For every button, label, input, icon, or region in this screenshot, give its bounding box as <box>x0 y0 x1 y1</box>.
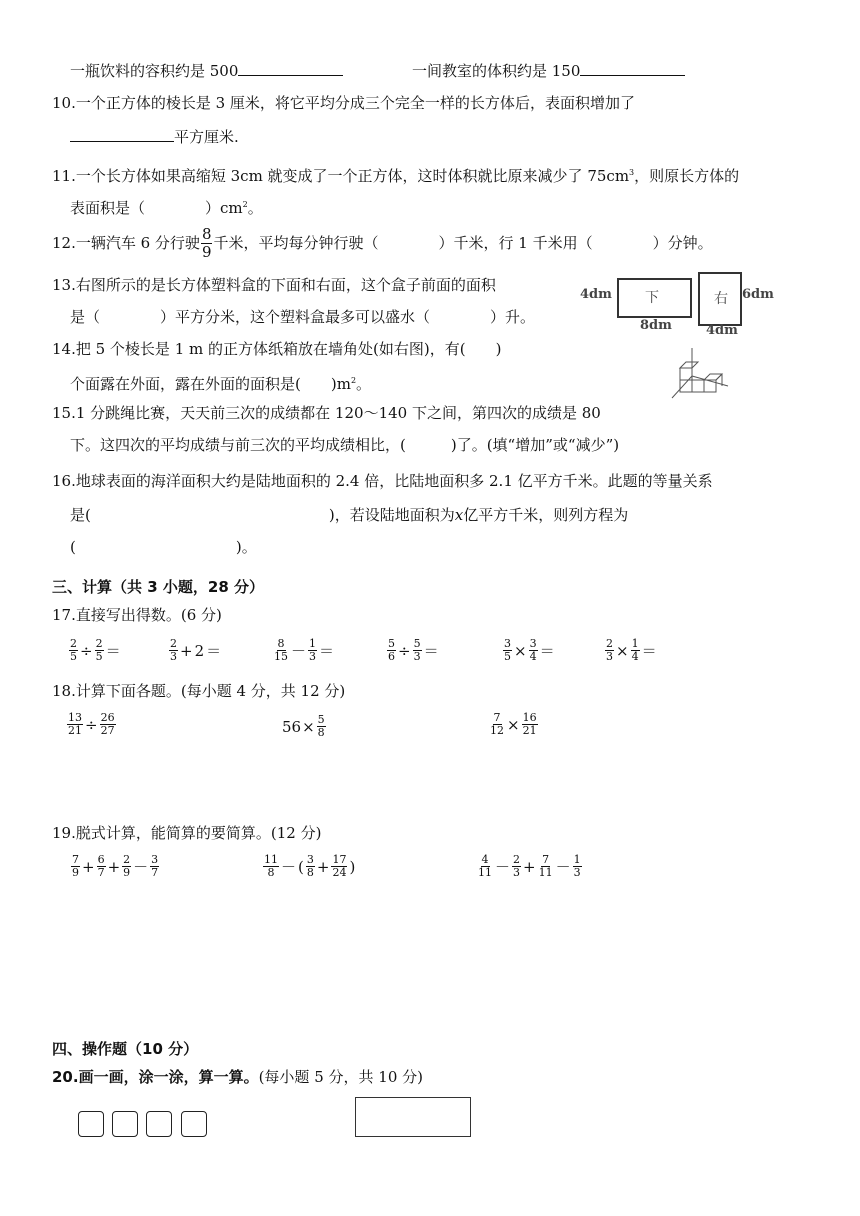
section-title: 三、计算（共 3 小题，28 分） <box>52 578 264 596</box>
q14-line2 <box>70 370 371 395</box>
fraction: $\frac{2}{3}$ <box>606 637 613 663</box>
fraction: $\frac{2}{3}$ <box>513 853 521 879</box>
q11-line2 <box>70 194 263 219</box>
fraction: $\frac{2}{3}$ <box>170 637 177 663</box>
fraction: $\frac{2}{5}$ <box>95 637 103 663</box>
q9-line-b <box>412 60 685 82</box>
expr-17b: $\frac{2}{3}$ + 2 ＝ <box>170 637 222 663</box>
fraction: $\frac{7}{11}$ <box>538 853 553 879</box>
q9-text-b: 一间教室的体积约是 150 <box>412 62 581 80</box>
q11-sup2: 2 <box>242 200 248 209</box>
q13-line2: 是（ ）平方分米，这个塑料盒最多可以盛水（ ）升。 <box>70 308 536 326</box>
answer-blank[interactable] <box>238 75 343 76</box>
q11-text: 11.一个长方体如果高缩短 3cm 就变成了一个正方体，这时体积就比原来减少了 75cm <box>52 167 630 185</box>
fraction: $\frac{8}{9}$ <box>201 224 212 261</box>
q10-line2 <box>70 126 239 148</box>
fraction: $\frac{3}{5}$ <box>504 637 511 663</box>
expr-17a: $\frac{2}{5}$ ÷ $\frac{2}{5}$ ＝ <box>70 637 121 663</box>
q16-text: ( <box>70 538 76 556</box>
fraction: $\frac{17}{24}$ <box>332 853 347 879</box>
fraction: $\frac{5}{8}$ <box>317 713 325 739</box>
q20-title-rest: (每小题 5 分，共 10 分) <box>258 1068 423 1086</box>
fraction: $\frac{1}{4}$ <box>631 637 639 663</box>
q14-text2b: 。 <box>356 375 372 393</box>
expr-18a: $\frac{13}{21}$ ÷ $\frac{26}{27}$ <box>68 711 115 737</box>
q11-sup: 3 <box>629 168 635 177</box>
q10-text: 平方厘米. <box>174 128 239 146</box>
variable: x <box>454 506 464 524</box>
q19-title: 19.脱式计算，能简算的要简算。(12 分) <box>52 824 322 842</box>
drawing-rectangle[interactable] <box>355 1097 471 1137</box>
corner-cubes-figure <box>668 346 730 404</box>
dim-label: 4dm <box>706 323 738 338</box>
q10-line1: 10.一个正方体的棱长是 3 厘米，将它平均分成三个完全一样的长方体后，表面积增加了 <box>52 94 635 112</box>
q20-title <box>52 1066 423 1088</box>
fraction: $\frac{16}{21}$ <box>522 711 537 737</box>
expr-18b: 56 × $\frac{5}{8}$ <box>282 713 325 739</box>
q16-text: 是( <box>70 506 91 524</box>
expr-19a: $\frac{7}{9}$ + $\frac{6}{7}$ + $\frac{2}{9}$ － $\frac{3}{7}$ <box>72 853 159 879</box>
fraction: $\frac{5}{3}$ <box>413 637 421 663</box>
expr-17d: $\frac{5}{6}$ ÷ $\frac{5}{3}$ ＝ <box>388 637 439 663</box>
dim-label: 8dm <box>640 318 672 333</box>
q12-text: 12.一辆汽车 6 分行驶 <box>52 234 200 252</box>
answer-blank[interactable] <box>70 141 174 142</box>
q16-text: )，若设陆地面积为 <box>328 506 455 524</box>
expr-19c: $\frac{4}{11}$ － $\frac{2}{3}$ + $\frac{7}{11}$ － $\frac{1}{3}$ <box>478 853 581 879</box>
dim-label: 4dm <box>580 287 612 302</box>
drawing-square[interactable] <box>78 1111 104 1137</box>
fraction: $\frac{3}{8}$ <box>306 853 314 879</box>
q11-text-b: ，则原长方体的 <box>634 167 740 185</box>
q13-line1: 13.右图所示的是长方体塑料盒的下面和右面，这个盒子前面的面积 <box>52 276 496 294</box>
q16-text: 亿平方千米，则列方程为 <box>463 506 629 524</box>
drawing-square[interactable] <box>112 1111 138 1137</box>
q11-text2b: 。 <box>247 199 263 217</box>
fraction: $\frac{5}{6}$ <box>388 637 395 663</box>
q9-line <box>70 60 343 82</box>
fraction: $\frac{1}{3}$ <box>573 853 581 879</box>
answer-blank[interactable] <box>580 75 685 76</box>
q16-line1: 16.地球表面的海洋面积大约是陆地面积的 2.4 倍，比陆地面积多 2.1 亿平方千米。此题的等量关系 <box>52 472 713 490</box>
q9-text-a: 一瓶饮料的容积约是 500 <box>70 62 239 80</box>
expr-17c: $\frac{8}{15}$ － $\frac{1}{3}$ ＝ <box>274 637 335 663</box>
fraction: $\frac{4}{11}$ <box>478 853 492 879</box>
fraction: $\frac{1}{3}$ <box>309 637 317 663</box>
section-title: 四、操作题（10 分） <box>52 1040 199 1058</box>
q16-text: )。 <box>235 538 257 556</box>
fraction: $\frac{2}{9}$ <box>123 853 131 879</box>
q12-text-post: 千米，平均每分钟行驶（ ）千米，行 1 千米用（ ）分钟。 <box>213 234 713 252</box>
expr-17e: $\frac{3}{5}$ × $\frac{3}{4}$ ＝ <box>504 637 555 663</box>
drawing-square[interactable] <box>181 1111 207 1137</box>
q17-title: 17.直接写出得数。(6 分) <box>52 606 222 624</box>
fraction: $\frac{6}{7}$ <box>97 853 105 879</box>
dim-label: 6dm <box>742 287 774 302</box>
fraction: $\frac{2}{5}$ <box>70 637 77 663</box>
expr-17f: $\frac{2}{3}$ × $\frac{1}{4}$ ＝ <box>606 637 657 663</box>
q14-line1: 14.把 5 个棱长是 1 m 的正方体纸箱放在墙角处(如右图)，有( ) <box>52 340 502 358</box>
q12-line <box>52 224 713 261</box>
fraction: $\frac{13}{21}$ <box>68 711 82 737</box>
fraction: $\frac{26}{27}$ <box>100 711 115 737</box>
fraction: $\frac{7}{9}$ <box>72 853 79 879</box>
q15-line2: 下。这四次的平均成绩与前三次的平均成绩相比，( )了。(填“增加”或“减少”) <box>70 436 620 454</box>
q14-text2: 个面露在外面，露在外面的面积是( )m <box>70 375 351 393</box>
expr-19b: $\frac{11}{8}$ － ( $\frac{3}{8}$ + $\frac{17}{24}$ ) <box>264 853 356 879</box>
fraction: $\frac{11}{8}$ <box>264 853 278 879</box>
fraction: $\frac{7}{12}$ <box>490 711 504 737</box>
q20-title-bold: 20.画一画，涂一涂，算一算。 <box>52 1068 259 1086</box>
fraction: $\frac{3}{7}$ <box>151 853 159 879</box>
fraction: $\frac{3}{4}$ <box>529 637 537 663</box>
q14-sup: 2 <box>350 376 357 385</box>
q11-text2: 表面积是（ ）cm <box>70 199 243 217</box>
q18-title: 18.计算下面各题。(每小题 4 分，共 12 分) <box>52 682 346 700</box>
q16-line3 <box>70 536 257 558</box>
q11-line1 <box>52 162 739 187</box>
fraction: $\frac{8}{15}$ <box>274 637 288 663</box>
drawing-square[interactable] <box>146 1111 172 1137</box>
q16-line2 <box>70 504 628 526</box>
q15-line1: 15.1 分跳绳比赛，天天前三次的成绩都在 120～140 下之间，第四次的成绩是 80 <box>52 404 601 422</box>
face-label: 下 <box>645 290 659 306</box>
face-label: 右 <box>714 291 728 307</box>
expr-18c: $\frac{7}{12}$ × $\frac{16}{21}$ <box>490 711 537 737</box>
